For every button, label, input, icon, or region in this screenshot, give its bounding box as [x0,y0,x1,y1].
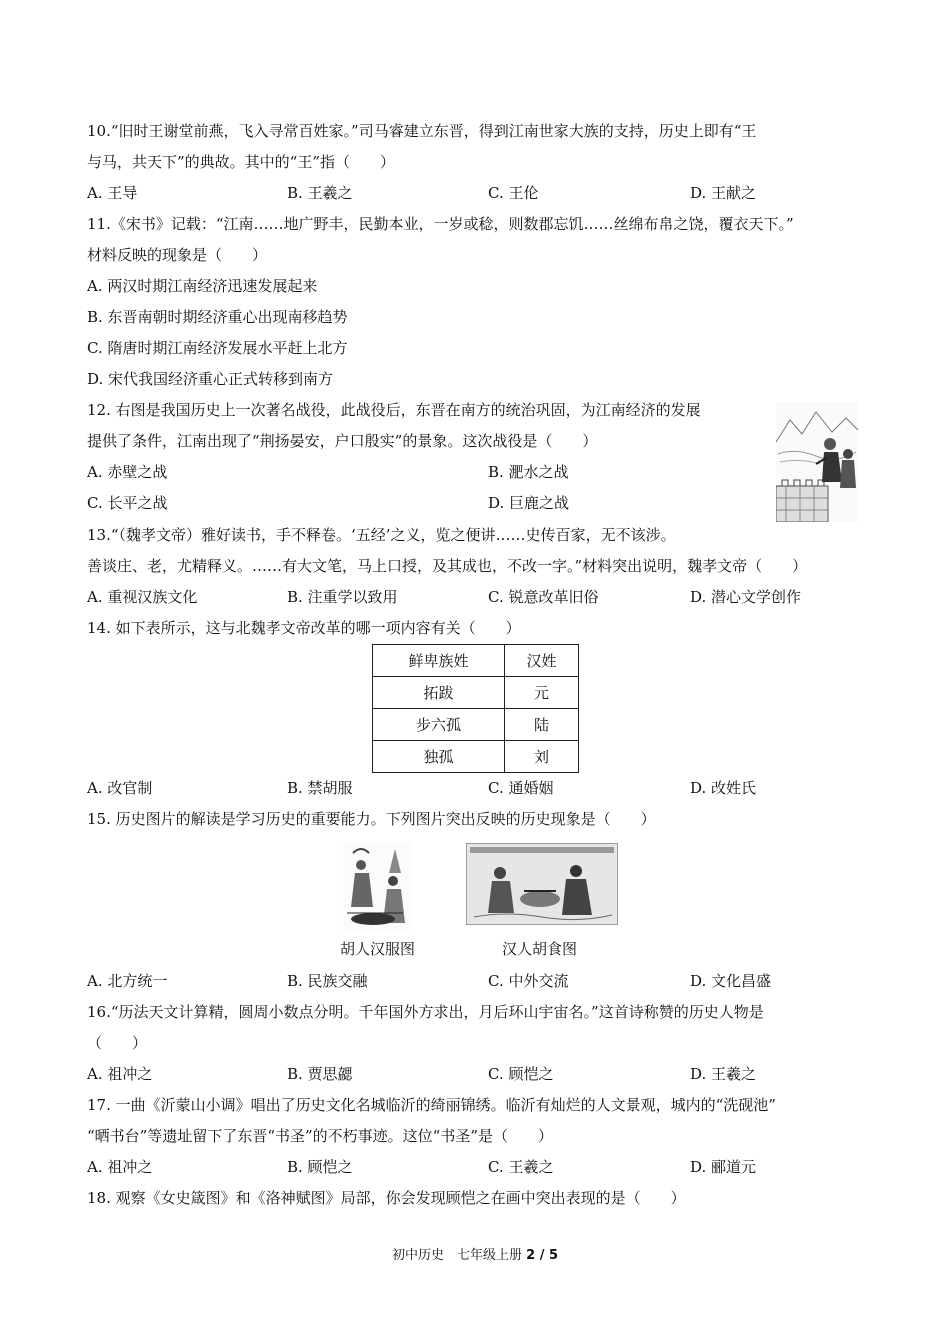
q17-option-c: C. 王羲之 [488,1158,554,1176]
q12-option-b: B. 淝水之战 [488,463,569,481]
hu-people-han-clothing-picture [343,843,411,931]
q11-option-a: A. 两汉时期江南经济迅速发展起来 [87,277,318,295]
q13-option-b: B. 注重学以致用 [287,588,398,606]
q13-option-c: C. 锐意改革旧俗 [488,588,599,606]
q11-option-c: C. 隋唐时期江南经济发展水平赶上北方 [87,339,348,357]
table-row [373,709,579,741]
q10-option-a: A. 王导 [87,184,138,202]
q17-option-d: D. 郦道元 [690,1158,757,1176]
page-number: 2 / 5 [526,1248,559,1263]
table-header-cell: 鲜卑族姓 [373,645,505,677]
q16-stem-line2: （ ） [87,1034,148,1052]
q13-stem-line1: 13.“（魏孝文帝）雅好读书，手不释卷。‘五经’之义，览之便讲……史传百家，无不该涉。 [87,526,676,544]
q16-option-c: C. 顾恺之 [488,1065,554,1083]
q15-stem: 15. 历史图片的解读是学习历史的重要能力。下列图片突出反映的历史现象是（ ） [87,810,656,828]
q15-option-b: B. 民族交融 [287,972,368,990]
q15-option-a: A. 北方统一 [87,972,168,990]
q17-stem-line1: 17. 一曲《沂蒙山小调》唱出了历史文化名城临沂的绮丽锦绣。临沂有灿烂的人文景观，城内的“洗砚池” [87,1096,776,1114]
table-row [373,677,579,709]
table-cell: 元 [505,677,579,709]
table-header-cell: 汉姓 [505,645,579,677]
q17-option-b: B. 顾恺之 [287,1158,353,1176]
q10-stem-line1: 10.“旧时王谢堂前燕，飞入寻常百姓家。”司马睿建立东晋，得到江南世家大族的支持，历史上即有“王 [87,122,757,140]
table-cell: 拓跋 [373,677,505,709]
q12-stem-line2: 提供了条件，江南出现了“荆扬晏安，户口殷实”的景象。这次战役是（ ） [87,432,598,450]
surname-table [372,644,579,773]
q13-option-d: D. 潜心文学创作 [690,588,802,606]
q14-option-d: D. 改姓氏 [690,779,757,797]
q10-option-c: C. 王伦 [488,184,539,202]
picture-caption-right: 汉人胡食图 [502,940,578,958]
table-cell: 独孤 [373,741,505,773]
q17-option-a: A. 祖冲之 [87,1158,153,1176]
q12-option-c: C. 长平之战 [87,494,168,512]
q12-stem-line1: 12. 右图是我国历史上一次著名战役，此战役后，东晋在南方的统治巩固，为江南经济的发展 [87,401,701,419]
table-cell: 步六孤 [373,709,505,741]
table-cell: 刘 [505,741,579,773]
picture-caption-left: 胡人汉服图 [340,940,416,958]
q16-option-b: B. 贾思勰 [287,1065,353,1083]
q14-option-c: C. 通婚姻 [488,779,554,797]
page-footer [0,1244,950,1263]
q16-stem-line1: 16.“历法天文计算精，圆周小数点分明。千年国外方求出，月后环山宇宙名。”这首诗称赞的历史人物是 [87,1003,764,1021]
battle-illustration [776,402,858,522]
q10-option-b: B. 王羲之 [287,184,353,202]
q11-option-b: B. 东晋南朝时期经济重心出现南移趋势 [87,308,348,326]
q11-stem-line2: 材料反映的现象是（ ） [87,246,268,264]
footer-text: 初中历史 七年级上册 [391,1248,522,1263]
table-header-row [373,645,579,677]
table-row [373,741,579,773]
q16-option-d: D. 王羲之 [690,1065,757,1083]
q17-stem-line2: “晒书台”等遗址留下了东晋“书圣”的不朽事迹。这位“书圣”是（ ） [87,1127,554,1145]
q14-option-a: A. 改官制 [87,779,153,797]
q14-option-b: B. 禁胡服 [287,779,353,797]
q16-option-a: A. 祖冲之 [87,1065,153,1083]
han-people-hu-food-picture [466,843,618,925]
q14-stem: 14. 如下表所示，这与北魏孝文帝改革的哪一项内容有关（ ） [87,619,521,637]
q15-option-d: D. 文化昌盛 [690,972,772,990]
q10-stem-line2: 与马，共天下”的典故。其中的“王”指（ ） [87,153,396,171]
q10-option-d: D. 王献之 [690,184,757,202]
q13-stem-line2: 善谈庄、老，尤精释义。……有大文笔，马上口授，及其成也，不改一字。”材料突出说明，魏孝文帝（ ） [87,557,808,575]
q18-stem: 18. 观察《女史箴图》和《洛神赋图》局部，你会发现顾恺之在画中突出表现的是（ ） [87,1189,686,1207]
q11-stem-line1: 11.《宋书》记载：“江南……地广野丰，民勤本业，一岁或稔，则数郡忘饥……丝绵布帛之饶，覆衣天下。” [87,215,794,233]
q12-option-a: A. 赤壁之战 [87,463,168,481]
q12-option-d: D. 巨鹿之战 [488,494,570,512]
q13-option-a: A. 重视汉族文化 [87,588,198,606]
q11-option-d: D. 宋代我国经济重心正式转移到南方 [87,370,334,388]
q15-option-c: C. 中外交流 [488,972,569,990]
table-cell: 陆 [505,709,579,741]
